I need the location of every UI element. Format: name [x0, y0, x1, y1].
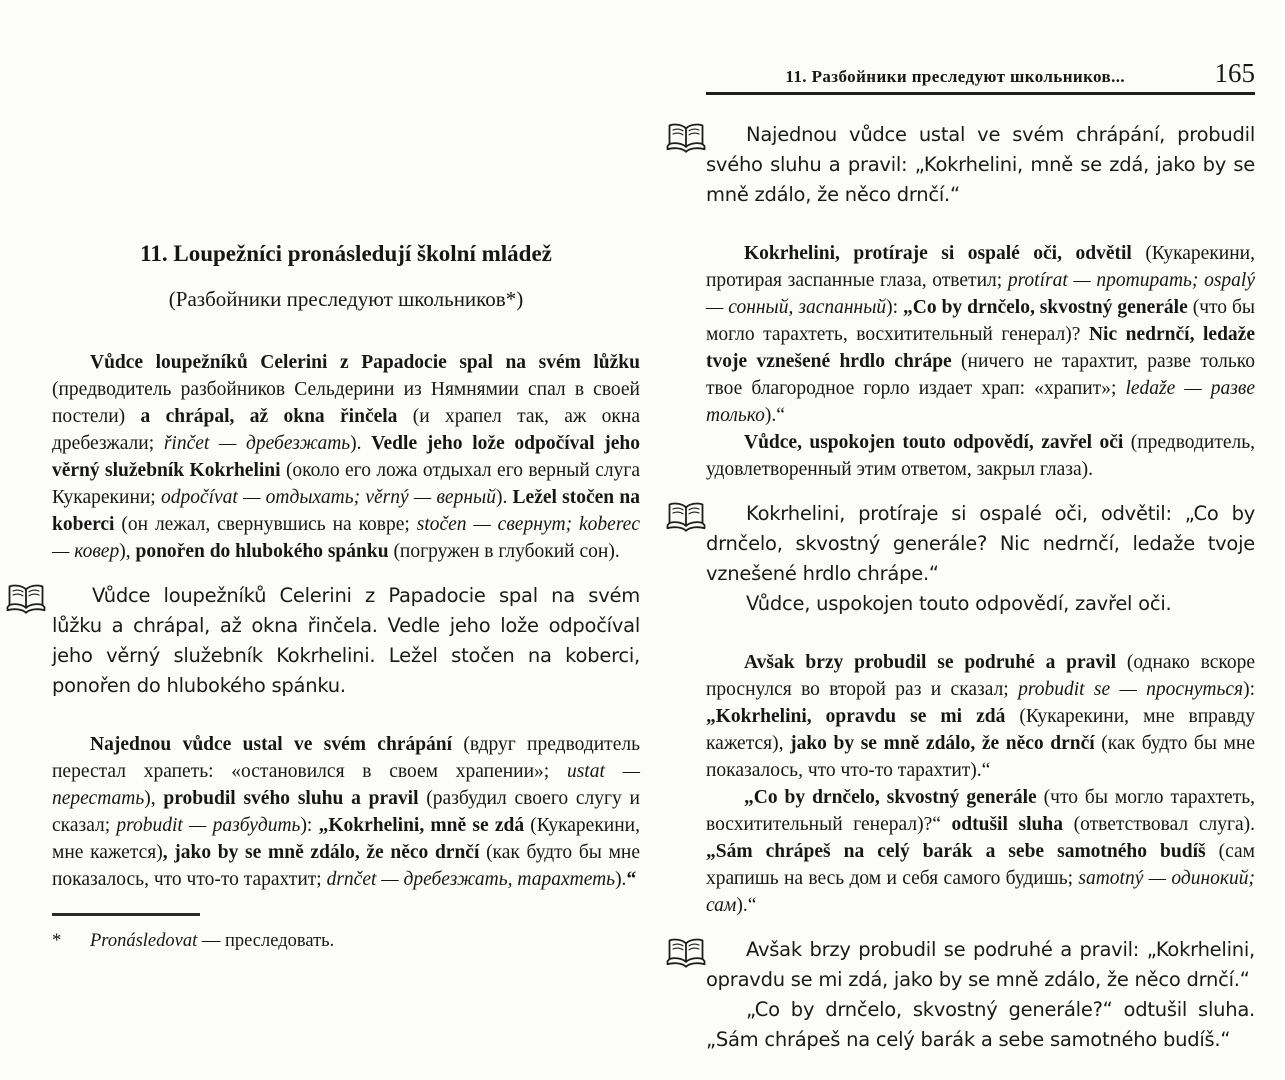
text-segment: (вдруг предводитель перестал храпеть: «остановился в своем храпении»;: [52, 734, 640, 783]
running-header-title: 11. Разбойники преследуют школьников...: [785, 66, 1126, 86]
open-book-icon: [664, 121, 708, 155]
text-segment: Nic nedrnčí, ledaže tvoje vznešené hrdlo chrápe: [706, 324, 1255, 372]
left-column: [52, 240, 640, 954]
text-segment: (Кукарекини, мне вправду кажется),: [706, 706, 1255, 754]
gloss-paragraph: [706, 784, 1255, 919]
gloss-paragraph: [706, 429, 1255, 483]
text-segment: probudit — разбудить: [116, 815, 301, 837]
reading-paragraph: Avšak brzy probudil se podruhé a pravil: „Kokrhelini, opravdu se mi zdá, jako by se mně zdálo, že něco drnčí.“: [706, 938, 1255, 991]
text-segment: probudil svého sluhu a pravil: [163, 788, 427, 810]
text-segment: Najednou vůdce ustal ve svém chrápání: [90, 734, 464, 756]
reading-paragraph: Najednou vůdce ustal ve svém chrápání, probudil svého sluhu a pravil: „Kokrhelini, mně se zdá, jako by se mně zdálo, že něco drnčí.“: [706, 123, 1255, 206]
text-segment: „Kokrhelini, opravdu se mi zdá: [706, 706, 1020, 727]
text-segment: „Co by drnčelo, skvostný generále: [744, 787, 1044, 808]
text-segment: Vůdce, uspokojen touto odpovědí, zavřel oči: [744, 432, 1131, 453]
text-segment: (ответствовал слуга).: [1073, 814, 1255, 835]
footnote-rule: [52, 913, 200, 916]
text-segment: , jako by se mně zdálo, že něco drnčí: [162, 842, 487, 864]
text-segment: (предводитель, удовлетворенный этим ответом, закрыл глаза).: [706, 432, 1255, 480]
text-segment: (однако вскоре проснулся во второй раз и сказал;: [706, 652, 1255, 700]
text-segment: Vůdce loupežníků Celerini z Papadocie spal na svém lůžku: [90, 352, 640, 374]
text-segment: (как будто бы мне показалось, что что-то тарахтит).“: [706, 733, 1255, 781]
text-segment: protírat — протирать; ospalý — сонный, заспанный: [706, 270, 1255, 318]
gloss-text: [706, 784, 1255, 919]
footnote-body: [90, 931, 334, 951]
reading-passage: [706, 499, 1255, 619]
text-segment: Vedle jeho lože odpočíval jeho věrný služebník Kokrhelini: [52, 433, 640, 482]
text-segment: (он лежал, свернувшись на ковре;: [121, 514, 417, 536]
running-header: [706, 60, 1255, 95]
text-segment: (предводитель разбойников Сельдерини из Нямнямии спал в своей постели): [52, 379, 640, 428]
text-segment: (разбудил своего слугу и сказал;: [52, 788, 640, 837]
text-segment: řinčet — дребезжать: [163, 433, 351, 455]
text-segment: ).: [350, 433, 372, 455]
text-segment: (что бы могло тарахтеть, восхитительный генерал)?“: [706, 787, 1255, 835]
text-segment: — преследовать.: [197, 931, 335, 952]
text-segment: ledaže — разве только: [706, 378, 1256, 426]
text-segment: ).: [495, 487, 513, 509]
reading-paragraph: Kokrhelini, protíraje si ospalé oči, odvětil: „Co by drnčelo, skvostný generále? Nic nedrnčí, ledaže tvoje vznešené hrdlo chrápe.“: [706, 502, 1255, 585]
gloss-text: [52, 731, 640, 893]
text-segment: (сам храпишь на весь дом и себя самого будишь;: [706, 841, 1255, 889]
text-segment: ).: [615, 869, 627, 891]
right-column: [706, 120, 1255, 1080]
text-segment: “: [626, 869, 637, 891]
right-column-blocks: [706, 120, 1255, 1055]
text-segment: ),: [119, 541, 136, 563]
reading-paragraph: Vůdce, uspokojen touto odpovědí, zavřel oči.: [746, 592, 1172, 615]
text-segment: Ležel stočen na koberci: [52, 487, 640, 536]
gloss-text: [706, 240, 1255, 429]
text-segment: Pronásledovat: [90, 931, 198, 952]
text-segment: „Sám chrápeš na celý barák a sebe samotného budíš: [706, 841, 1219, 862]
open-book-icon: [4, 582, 48, 616]
footnote: [52, 913, 640, 954]
text-segment: ):: [300, 815, 319, 837]
page-number: 165: [1214, 58, 1255, 88]
text-segment: ),: [144, 788, 164, 810]
text-segment: (Кукарекини, мне кажется): [52, 815, 640, 864]
text-segment: odpočívat — отдыхать; věrný — верный: [160, 487, 496, 509]
text-segment: (Кукарекини, протирая заспанные глаза, ответил;: [706, 243, 1255, 291]
chapter-title: 11. Loupežníci pronásledují školní mládež: [140, 241, 552, 266]
text-segment: (ничего не тарахтит, разве только твое благородное горло издает храп: «храпит»;: [706, 351, 1255, 399]
text-segment: ):: [886, 297, 904, 318]
footnote-marker: *: [52, 931, 62, 952]
text-segment: ):: [1243, 679, 1255, 700]
gloss-text: [706, 429, 1255, 483]
gloss-paragraph: [52, 349, 640, 565]
text-segment: (что бы могло тарахтеть, восхитительный генерал)?: [706, 297, 1255, 345]
text-segment: Kokrhelini, protíraje si ospalé oči, odvětil: [744, 243, 1146, 264]
text-segment: jako by se mně zdálo, že něco drnčí: [790, 733, 1102, 754]
gloss-text: [52, 349, 640, 565]
text-segment: „Kokrhelini, mně se zdá: [318, 815, 531, 837]
text-segment: ).“: [736, 895, 757, 916]
open-book-icon: [664, 936, 708, 970]
gloss-paragraph: [706, 649, 1255, 784]
text-segment: „Co by drnčelo, skvostný generále: [903, 297, 1193, 318]
chapter-subtitle: (Разбойники преследуют школьников*): [168, 286, 524, 311]
text-segment: (около его ложа отдыхал его верный слуга Кукарекини;: [52, 460, 640, 509]
reading-paragraph: Vůdce loupežníků Celerini z Papadocie spal na svém lůžku a chrápal, až okna řinčela. Vedle jeho lože odpočíval jeho věrný služebník Kokrhelini. Ležel stočen na koberci, ponořen do hlubokého spánku.: [52, 584, 640, 698]
reading-paragraph: „Co by drnčelo, skvostný generále?“ odtušil sluha. „Sám chrápeš na celý barák a sebe samotného budíš.“: [706, 998, 1255, 1051]
reading-passage: [706, 935, 1255, 1055]
gloss-paragraph: [52, 731, 640, 893]
text-segment: ponořen do hlubokého spánku: [135, 541, 394, 563]
text-segment: ).“: [764, 405, 785, 426]
gloss-paragraph: [706, 240, 1255, 429]
text-segment: drnčet — дребезжать, тарахтеть: [326, 869, 616, 891]
text-segment: a chrápal, až okna řinčela: [140, 406, 413, 428]
reading-passage: [52, 581, 640, 701]
text-segment: probudit se — проснуться: [1018, 679, 1244, 700]
text-segment: (погружен в глубокий сон).: [393, 541, 620, 563]
text-segment: Avšak brzy probudil se podruhé a pravil: [744, 652, 1127, 673]
text-segment: ustat — перестать: [52, 761, 640, 810]
text-segment: samotný — одинокий; сам: [706, 868, 1255, 916]
text-segment: (как будто бы мне показалось, что что-то тарахтит;: [52, 842, 640, 891]
left-column-blocks: [52, 349, 640, 893]
text-segment: stočen — свернут; koberec — ковер: [52, 514, 640, 563]
reading-passage: [706, 120, 1255, 210]
open-book-icon: [664, 500, 708, 534]
text-segment: odtušil sluha: [951, 814, 1074, 835]
gloss-text: [706, 649, 1255, 784]
text-segment: (и храпел так, аж окна дребезжали;: [52, 406, 640, 455]
footnote-text: [52, 929, 640, 954]
